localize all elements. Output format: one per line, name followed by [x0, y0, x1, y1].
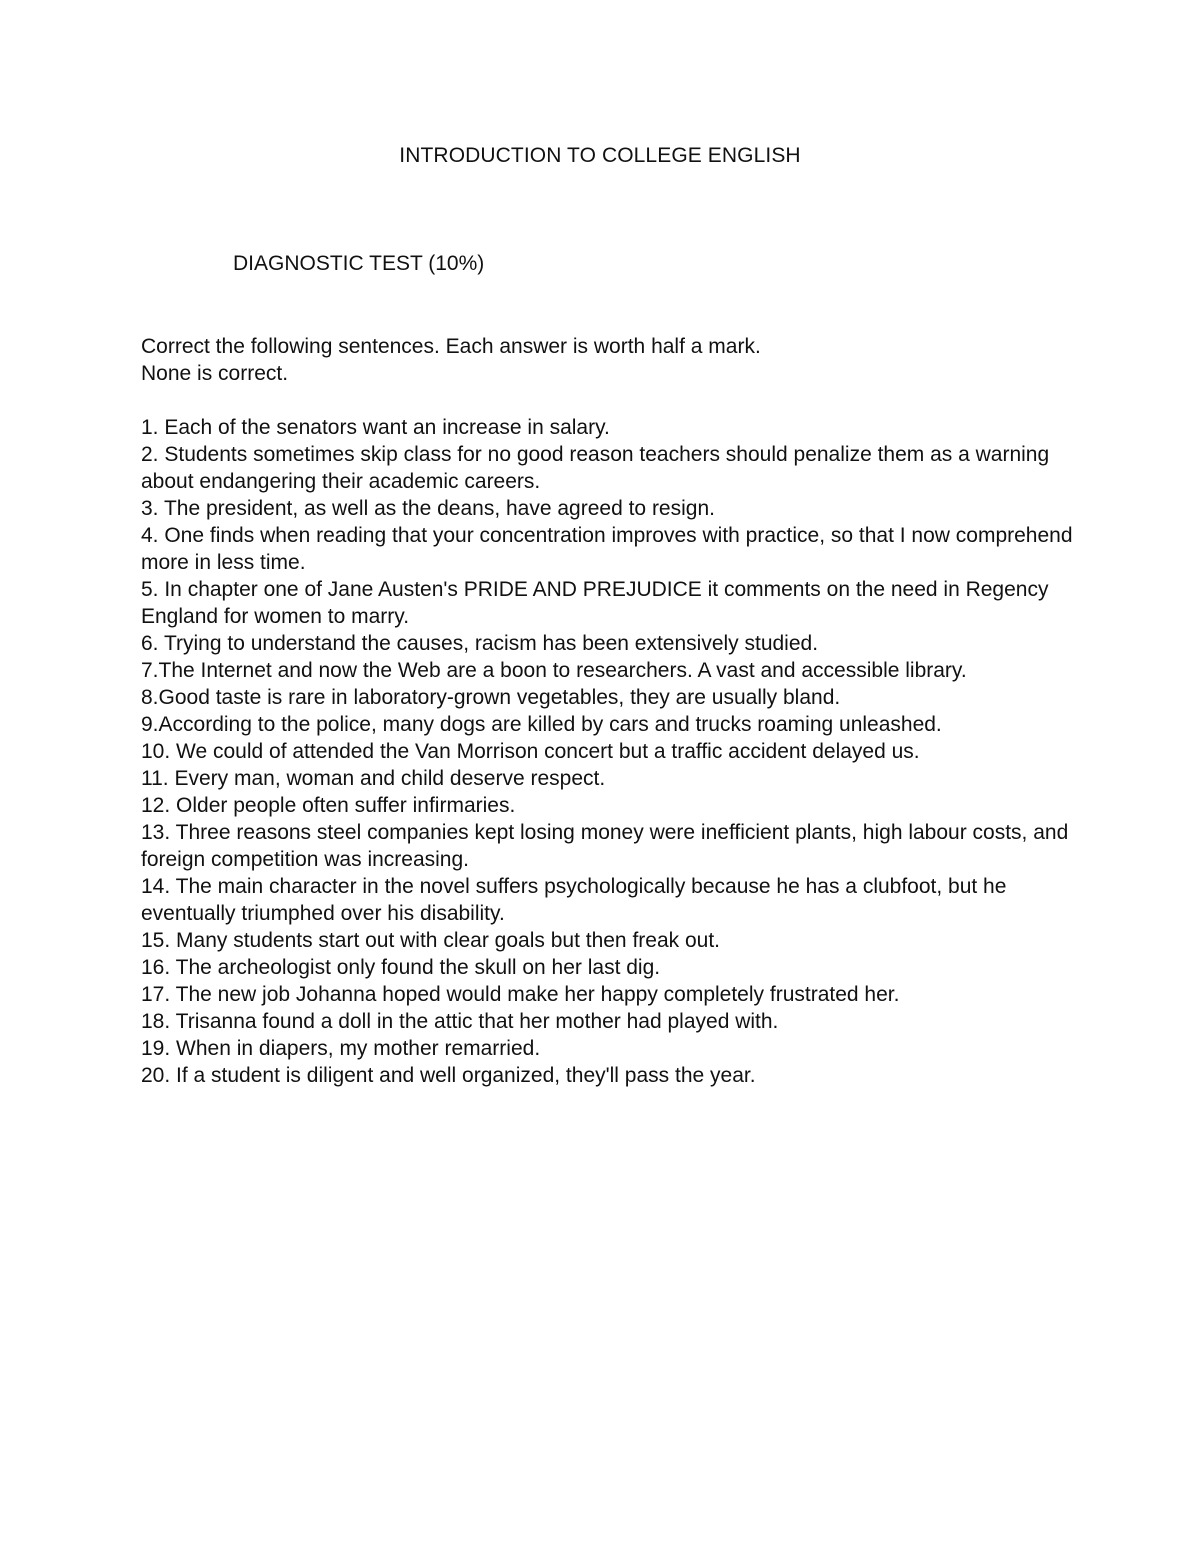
- question-item: 8.Good taste is rare in laboratory-grown vegetables, they are usually bland.: [141, 686, 841, 709]
- document-title: INTRODUCTION TO COLLEGE ENGLISH: [399, 144, 801, 167]
- instruction-line: Correct the following sentences. Each answer is worth half a mark.: [141, 335, 761, 358]
- question-item: 1. Each of the senators want an increase in salary.: [141, 416, 610, 439]
- question-item: 17. The new job Johanna hoped would make her happy completely frustrated her.: [141, 983, 900, 1006]
- question-item: 10. We could of attended the Van Morrison concert but a traffic accident delayed us.: [141, 740, 920, 763]
- question-item: 4. One finds when reading that your concentration improves with practice, so that I now comprehend more in less time.: [141, 524, 1073, 574]
- question-item: 18. Trisanna found a doll in the attic that her mother had played with.: [141, 1010, 779, 1033]
- question-item: 5. In chapter one of Jane Austen's PRIDE AND PREJUDICE it comments on the need in Regency England for women to marry.: [141, 578, 1049, 628]
- paragraph-spacer: [141, 387, 1076, 414]
- question-item: 7.The Internet and now the Web are a boon to researchers. A vast and accessible library.: [141, 659, 967, 682]
- document-body: [141, 333, 1076, 1089]
- question-item: 6. Trying to understand the causes, racism has been extensively studied.: [141, 632, 819, 655]
- question-item: 12. Older people often suffer infirmaries.: [141, 794, 516, 817]
- question-item: 13. Three reasons steel companies kept losing money were inefficient plants, high labour costs, and foreign competition was increasing.: [141, 821, 1069, 871]
- question-item: 9.According to the police, many dogs are killed by cars and trucks roaming unleashed.: [141, 713, 942, 736]
- instruction-line: None is correct.: [141, 362, 289, 385]
- question-list: [141, 414, 1076, 1089]
- question-item: 20. If a student is diligent and well organized, they'll pass the year.: [141, 1064, 756, 1087]
- question-item: 15. Many students start out with clear goals but then freak out.: [141, 929, 720, 952]
- question-item: 11. Every man, woman and child deserve respect.: [141, 767, 606, 790]
- question-item: 16. The archeologist only found the skull on her last dig.: [141, 956, 661, 979]
- question-item: 14. The main character in the novel suffers psychologically because he has a clubfoot, but he eventually triumphed over his disability.: [141, 875, 1007, 925]
- question-item: 19. When in diapers, my mother remarried.: [141, 1037, 541, 1060]
- test-subtitle: DIAGNOSTIC TEST (10%): [233, 252, 485, 275]
- question-item: 2. Students sometimes skip class for no good reason teachers should penalize them as a warning about endangering their academic careers.: [141, 443, 1050, 493]
- question-item: 3. The president, as well as the deans, have agreed to resign.: [141, 497, 715, 520]
